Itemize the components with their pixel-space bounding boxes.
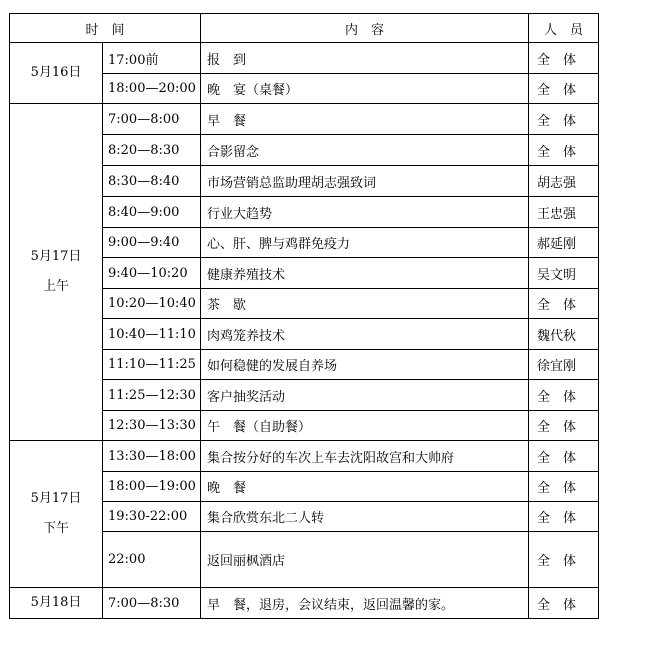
- content-cell: 合影留念: [201, 135, 529, 166]
- time-cell: 8:40—9:00: [103, 197, 201, 228]
- table-row: [10, 43, 599, 74]
- person-cell: 魏代秋: [529, 319, 599, 350]
- date-cell: [10, 43, 103, 104]
- person-cell: 全 体: [529, 104, 599, 135]
- content-cell: 集合按分好的车次上车去沈阳故宫和大帅府: [201, 441, 529, 472]
- content-cell: 客户抽奖活动: [201, 380, 529, 411]
- content-cell: 心、肝、脾与鸡群免疫力: [201, 228, 529, 258]
- content-cell: 市场营销总监助理胡志强致词: [201, 166, 529, 197]
- date-label: 5月17日: [30, 249, 82, 264]
- date-cell: [10, 104, 103, 441]
- table-row: [10, 441, 599, 472]
- time-cell: 10:20—10:40: [103, 289, 201, 319]
- person-cell: 全 体: [529, 411, 599, 441]
- person-cell: 徐宜刚: [529, 350, 599, 380]
- content-cell: 晚 餐: [201, 472, 529, 502]
- content-cell: 健康养殖技术: [201, 258, 529, 289]
- time-cell: 13:30—18:00: [103, 441, 201, 472]
- time-cell: 18:00—20:00: [103, 74, 201, 104]
- person-cell: 胡志强: [529, 166, 599, 197]
- content-cell: 报 到: [201, 43, 529, 74]
- content-cell: 返回丽枫酒店: [201, 532, 529, 588]
- table-row: [10, 104, 599, 135]
- content-cell: 如何稳健的发展自养场: [201, 350, 529, 380]
- person-cell: 全 体: [529, 532, 599, 588]
- date-label: 5月18日: [30, 595, 82, 610]
- time-cell: 18:00—19:00: [103, 472, 201, 502]
- time-cell: 8:20—8:30: [103, 135, 201, 166]
- time-cell: 11:10—11:25: [103, 350, 201, 380]
- person-cell: 吴文明: [529, 258, 599, 289]
- content-cell: 早 餐: [201, 104, 529, 135]
- period-label: 上午: [42, 279, 69, 294]
- period-label: 下午: [42, 521, 69, 536]
- person-cell: 全 体: [529, 502, 599, 532]
- time-cell: 9:00—9:40: [103, 228, 201, 258]
- header-content: 内 容: [201, 14, 529, 43]
- person-cell: 全 体: [529, 135, 599, 166]
- content-cell: 晚 宴（桌餐）: [201, 74, 529, 104]
- time-cell: 7:00—8:30: [103, 588, 201, 619]
- content-cell: 早 餐，退房，会议结束，返回温馨的家。: [201, 588, 529, 619]
- time-cell: 8:30—8:40: [103, 166, 201, 197]
- person-cell: 全 体: [529, 441, 599, 472]
- date-cell: [10, 588, 103, 619]
- date-label: 5月16日: [30, 65, 82, 80]
- schedule-table: [9, 13, 599, 619]
- table-row: [10, 588, 599, 619]
- header-row: [10, 14, 599, 43]
- time-cell: 7:00—8:00: [103, 104, 201, 135]
- person-cell: 全 体: [529, 380, 599, 411]
- time-cell: 22:00: [103, 532, 201, 588]
- header-time: 时 间: [10, 14, 201, 43]
- person-cell: 全 体: [529, 74, 599, 104]
- time-cell: 9:40—10:20: [103, 258, 201, 289]
- person-cell: 全 体: [529, 588, 599, 619]
- time-cell: 19:30-22:00: [103, 502, 201, 532]
- time-cell: 10:40—11:10: [103, 319, 201, 350]
- time-cell: 17:00前: [103, 43, 201, 74]
- header-person: 人 员: [529, 14, 599, 43]
- content-cell: 茶 歇: [201, 289, 529, 319]
- content-cell: 集合欣赏东北二人转: [201, 502, 529, 532]
- date-label: 5月17日: [30, 491, 82, 506]
- date-cell: [10, 441, 103, 588]
- person-cell: 全 体: [529, 43, 599, 74]
- person-cell: 郝延刚: [529, 228, 599, 258]
- time-cell: 11:25—12:30: [103, 380, 201, 411]
- content-cell: 行业大趋势: [201, 197, 529, 228]
- person-cell: 全 体: [529, 472, 599, 502]
- person-cell: 王忠强: [529, 197, 599, 228]
- content-cell: 肉鸡笼养技术: [201, 319, 529, 350]
- person-cell: 全 体: [529, 289, 599, 319]
- content-cell: 午 餐（自助餐）: [201, 411, 529, 441]
- time-cell: 12:30—13:30: [103, 411, 201, 441]
